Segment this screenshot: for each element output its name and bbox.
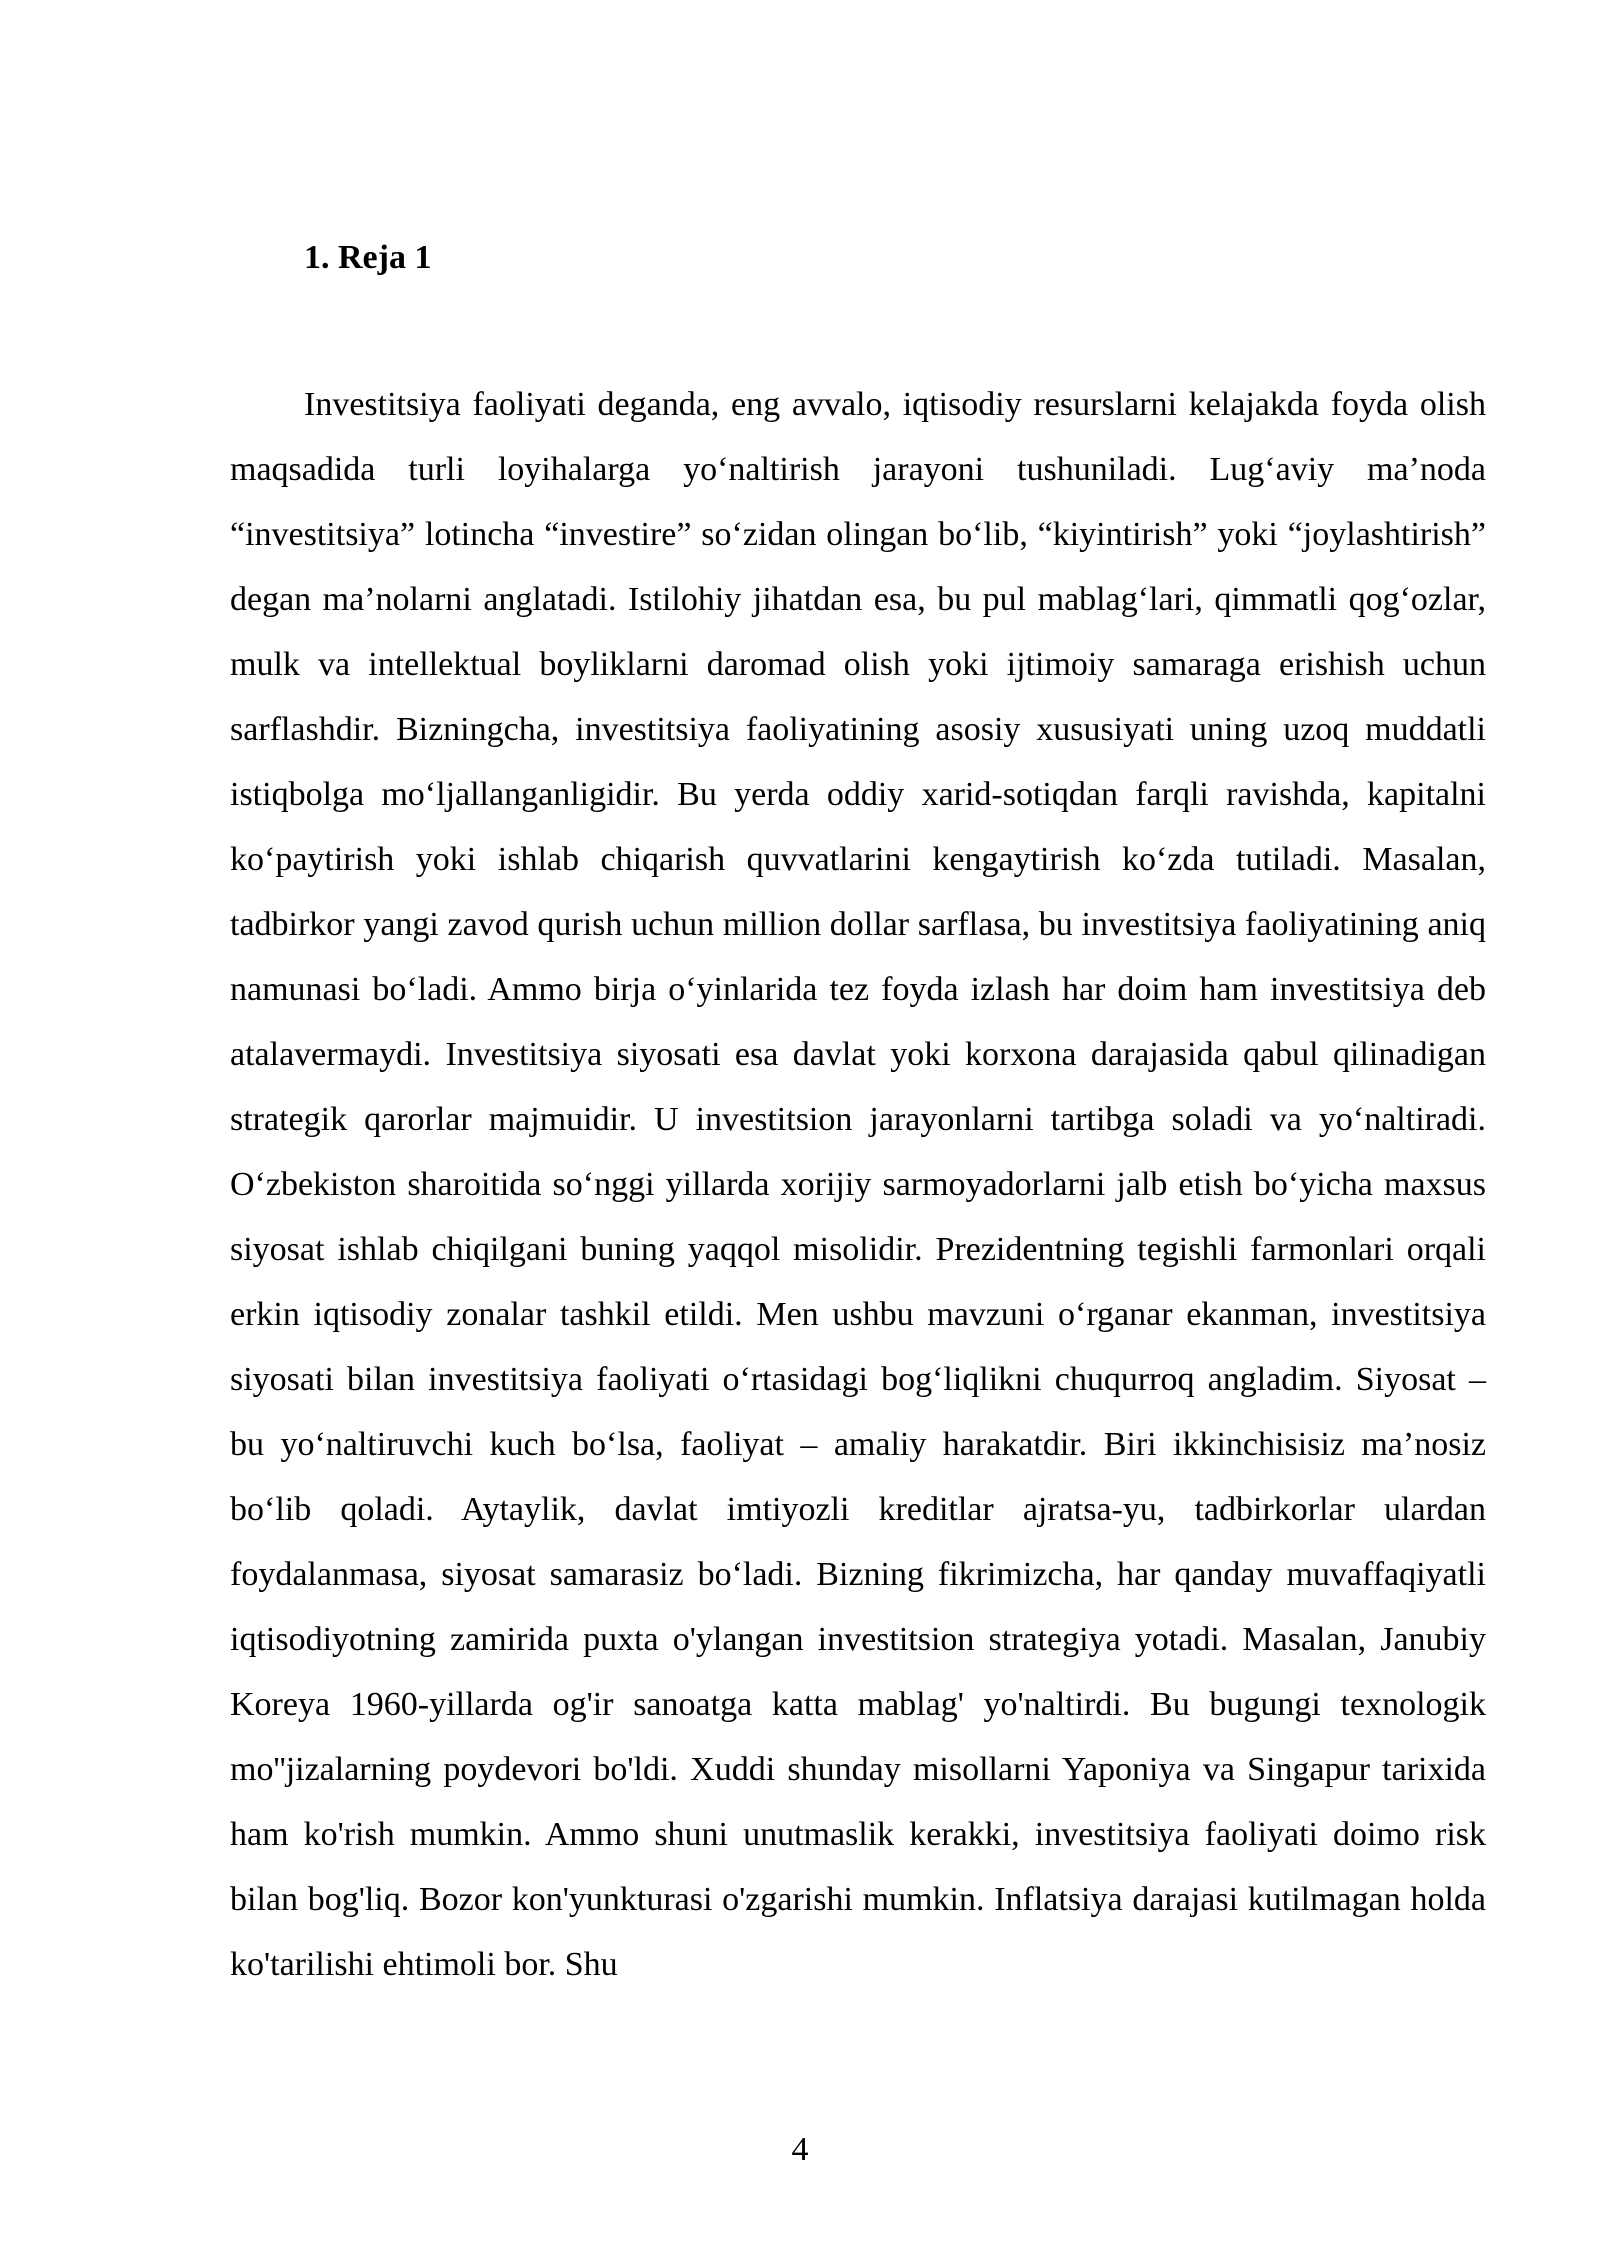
page-number: 4 xyxy=(791,2131,809,2168)
section-heading: 1. Reja 1 xyxy=(304,239,432,276)
body-paragraph: Investitsiya faoliyati deganda, eng avvalo, iqtisodiy resurslarni kelajakda foyda olish maqsadida turli loyihalarga yo‘naltirish jarayoni tushuniladi. Lug‘aviy ma’noda “investitsiya” lotincha “investire” so‘zidan olingan bo‘lib, “kiyintirish” yoki “joylashtirish” degan ma’nolarni anglatadi. Istilohiy jihatdan esa, bu pul mablag‘lari, qimmatli qog‘ozlar, mulk va intellektual boyliklarni daromad olish yoki ijtimoiy samaraga erishish uchun sarflashdir. Bizningcha, investitsiya faoliyatining asosiy xususiyati uning uzoq muddatli istiqbolga mo‘ljallanganligidir. Bu yerda oddiy xarid-sotiqdan farqli ravishda, kapitalni ko‘paytirish yoki ishlab chiqarish quvvatlarini kengaytirish ko‘zda tutiladi. Masalan, tadbirkor yangi zavod qurish uchun million dollar sarflasa, bu investitsiya faoliyatining aniq namunasi bo‘ladi. Ammo birja o‘yinlarida tez foyda izlash har doim ham investitsiya deb atalavermaydi. Investitsiya siyosati esa davlat yoki korxona darajasida qabul qilinadigan strategik qarorlar majmuidir. U investitsion jarayonlarni tartibga soladi va yo‘naltiradi. O‘zbekiston sharoitida so‘nggi yillarda xorijiy sarmoyadorlarni jalb etish bo‘yicha maxsus siyosat ishlab chiqilgani buning yaqqol misolidir. Prezidentning tegishli farmonlari orqali erkin iqtisodiy zonalar tashkil etildi. Men ushbu mavzuni o‘rganar ekanman, investitsiya siyosati bilan investitsiya faoliyati o‘rtasidagi bog‘liqlikni chuqurroq angladim. Siyosat – bu yo‘naltiruvchi kuch bo‘lsa, faoliyat – amaliy harakatdir. Biri ikkinchisisiz ma’nosiz bo‘lib qoladi. Aytaylik, davlat imtiyozli kreditlar ajratsa-yu, tadbirkorlar ulardan foydalanmasa, siyosat samarasiz bo‘ladi. Bizning fikrimizcha, har qanday muvaffaqiyatli iqtisodiyotning zamirida puxta o'ylangan investitsion strategiya yotadi. Masalan, Janubiy Koreya 1960-yillarda og'ir sanoatga katta mablag' yo'naltirdi. Bu bugungi texnologik mo''jizalarning poydevori bo'ldi. Xuddi shunday misollarni Yaponiya va Singapur tarixida ham ko'rish mumkin. Ammo shuni unutmaslik kerakki, investitsiya faoliyati doimo risk bilan bog'liq. Bozor kon'yunkturasi o'zgarishi mumkin. Inflatsiya darajasi kutilmagan holda ko'tarilishi ehtimoli bor. Shu xyxy=(230,386,1486,1983)
